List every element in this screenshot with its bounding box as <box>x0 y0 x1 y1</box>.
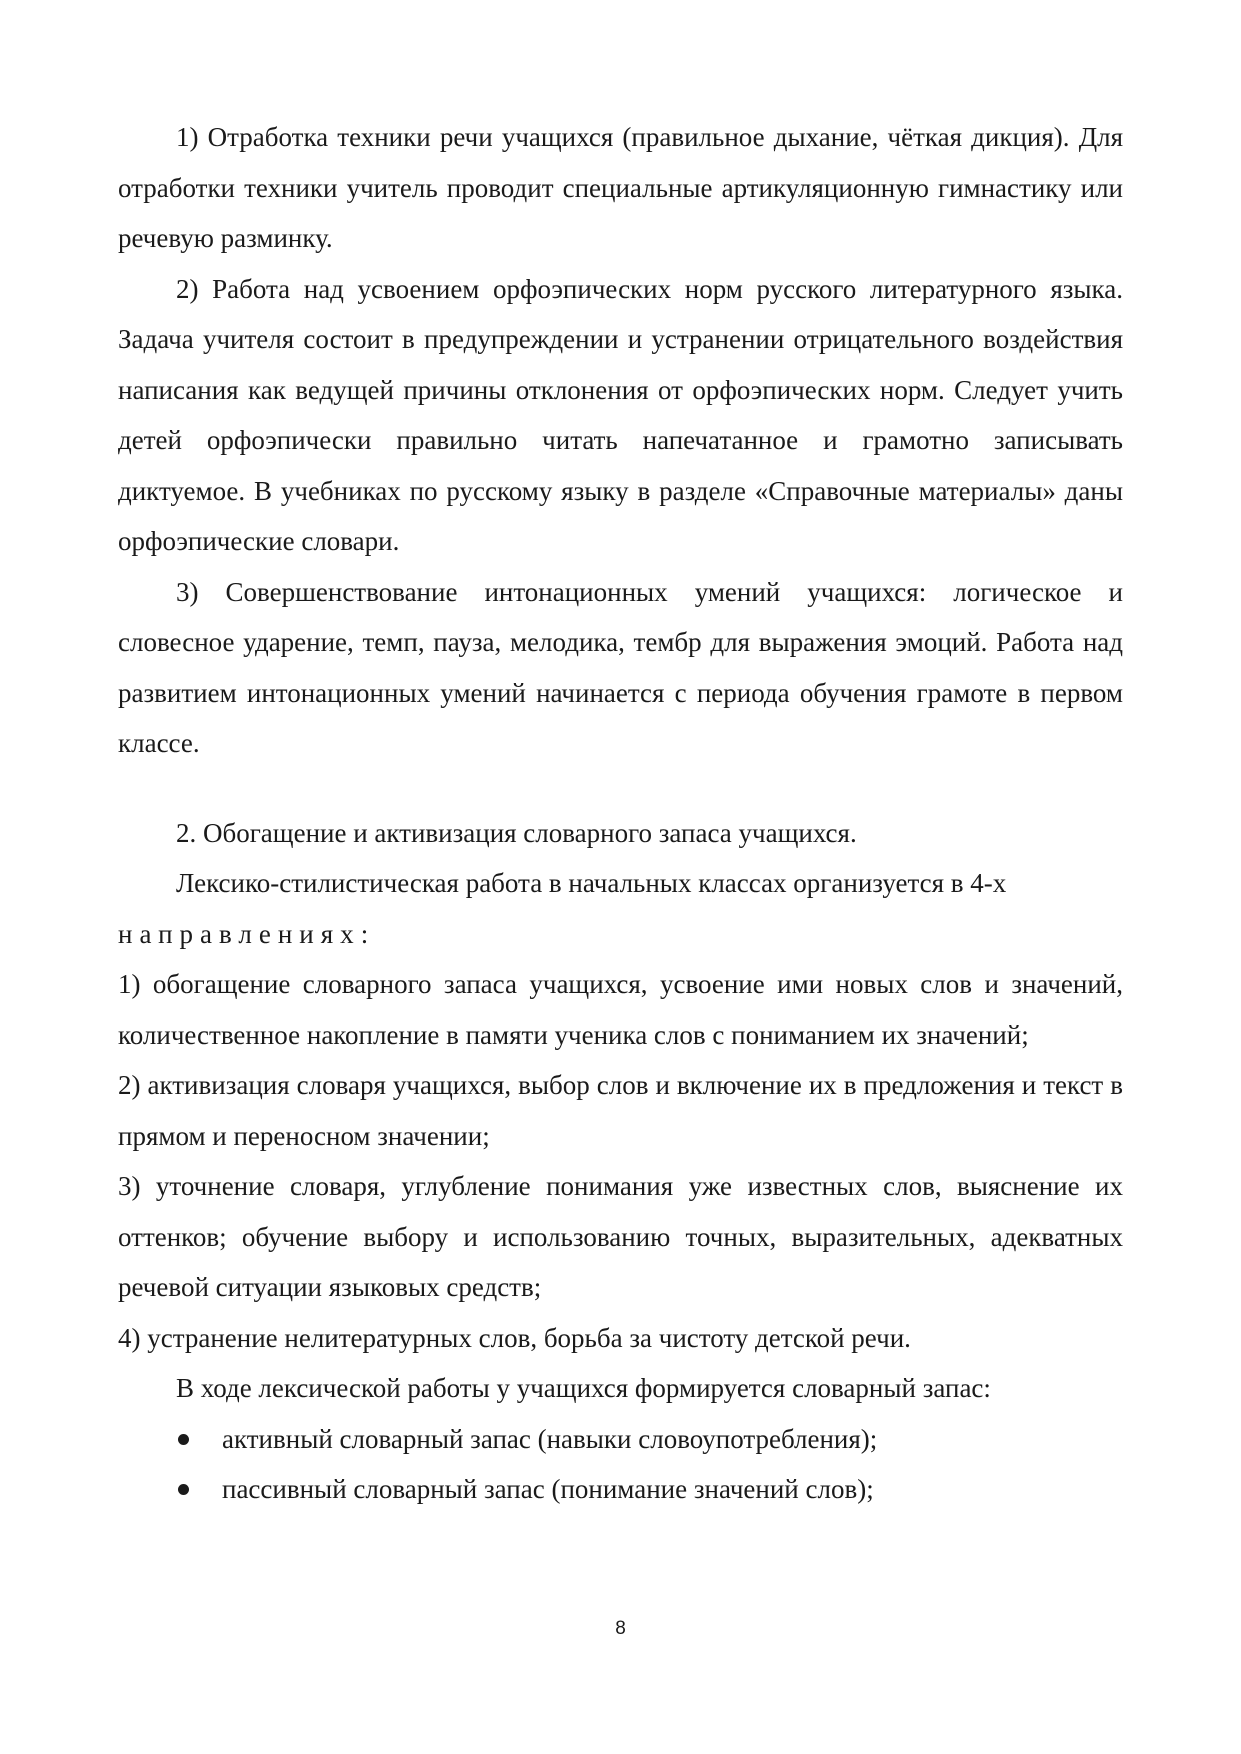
paragraph-lexico-intro: Лексико-стилистическая работа в начальных классах организуется в 4-х <box>176 868 1007 898</box>
bullet-item-active <box>118 1414 1123 1465</box>
section-heading: 2. Обогащение и активизация словарного запаса учащихся. <box>176 817 857 848</box>
page-number: 8 <box>615 1618 626 1639</box>
directions-colon: : <box>360 918 369 949</box>
bullet-item-passive <box>118 1464 1123 1515</box>
paragraph-intonation-skills: 3) Совершенствование интонационных умений учащихся: логическое и словесное ударение, темп, пауза, мелодика, тембр для выражения эмоций. Работа над развитием интонационных умений начинается с периода обучения грамоте в первом классе. <box>118 576 1123 758</box>
paragraph-speech-technique: 1) Отработка техники речи учащихся (правильное дыхание, чёткая дикция). Для отработки техники учитель проводит специальные артикуляционную гимнастику или речевую разминку. <box>118 122 1123 253</box>
list-item-elimination: 4) устранение нелитературных слов, борьба за чистоту детской речи. <box>118 1322 911 1353</box>
bullet-list <box>118 1414 1123 1515</box>
list-item-enrichment: 1) обогащение словарного запаса учащихся, усвоение ими новых слов и значений, количественное накопление в памяти ученика слов с пониманием их значений; <box>118 969 1123 1050</box>
bullet-text: активный словарный запас (навыки словоупотребления); <box>222 1423 878 1454</box>
bullet-text: пассивный словарный запас (понимание значений слов); <box>222 1474 874 1504</box>
paragraph-directions <box>118 909 1123 960</box>
list-item-activation: 2) активизация словаря учащихся, выбор слов и включение их в предложения и текст в прямом и переносном значении; <box>118 1070 1123 1151</box>
paragraph-vocab-intro: В ходе лексической работы у учащихся формируется словарный запас: <box>176 1373 991 1403</box>
spaced-word-directions: направлениях <box>118 918 361 949</box>
paragraph-orthoepic-norms: 2) Работа над усвоением орфоэпических норм русского литературного языка. Задача учителя состоит в предупреждении и устранении отрицательного воздействия написания как ведущей причины отклонения от орфоэпических норм. Следует учить детей орфоэпически правильно читать напечатанное и грамотно записывать диктуемое. В учебниках по русскому языку в разделе «Справочные материалы» даны орфоэпические словари. <box>118 273 1123 556</box>
section-gap <box>118 769 1123 808</box>
bullet-icon <box>178 1434 189 1445</box>
bullet-icon <box>178 1484 189 1495</box>
list-item-refinement: 3) уточнение словаря, углубление понимания уже известных слов, выяснение их оттенков; обучение выбору и использованию точных, выразительных, адекватных речевой ситуации языковых средств; <box>118 1171 1123 1302</box>
